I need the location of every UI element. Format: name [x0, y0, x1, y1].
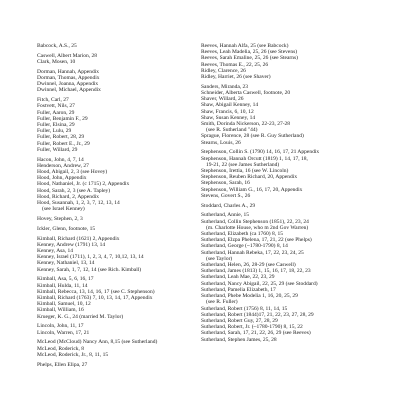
- index-entry: Fuller, Elsina, 29: [37, 122, 75, 129]
- index-entry: (see R. Sutherland "44): [206, 127, 258, 134]
- index-entry: Kimball, Asa, 5, 6, 16, 17: [37, 276, 94, 283]
- index-entry: Fuller, Aaron, 29: [37, 109, 75, 116]
- index-entry: Dorman, Hannah, Appendix: [37, 68, 100, 75]
- index-entry: Sutherland, Sarah, 17, 21, 22, 26, 29 (see Reeves): [201, 330, 311, 337]
- index-entry: Sutherland, Collin Stephenson (1851), 22, 23, 24: [201, 218, 309, 225]
- index-entry: Shaw, Susan Kenney, 14: [201, 114, 256, 121]
- index-entry: Kenney, Nathaniel, 13, 14: [37, 260, 95, 267]
- index-entry: Hood, Abigail, 2, 3 (see Hovey): [37, 169, 108, 176]
- index-entry: Kenney, Sarah, 1, 7, 12, 14 (see Rich. Kimball): [37, 266, 142, 273]
- index-entry: Hood, Susannah, 1, 2, 3, 7, 12, 13, 14: [37, 200, 120, 207]
- index-entry: Hacon, John, 4, 7, 14: [37, 156, 84, 163]
- index-entry: Sutherland, Nancy Abigail, 22, 25, 29 (see Stoddard): [201, 280, 318, 287]
- index-entry: Hood, Nathaniel, Jr. (c 1715) 2, Appendix: [37, 181, 130, 188]
- index-entry: Reeves, Thomas E., 22, 25, 26: [201, 61, 269, 68]
- index-entry: Phelps, Ellen Elipa, 27: [37, 361, 88, 368]
- index-entry: Babcock, A.S., 25: [37, 43, 77, 49]
- index-entry: Stevens, Govert S., 26: [201, 192, 251, 199]
- index-entry: Ickler, Glenn, footnote, 15: [37, 225, 96, 232]
- index-entry: Kimball, Richard (1763) 7, 10, 13, 14, 17, Appendix: [37, 295, 153, 302]
- index-entry: Smith, Dorinda Nickerson, 22-23, 27-28: [201, 121, 291, 128]
- index-entry: Stephenson, Sarah, 16: [201, 180, 250, 187]
- index-entry: Sutherland, Stephen James, 25, 28: [201, 336, 277, 343]
- index-entry: Fuller, Robert, 28, 29: [37, 134, 85, 141]
- index-entry: Henderson, Andrew, 27: [37, 162, 89, 169]
- index-entry: Schneider, Alberta Caswell, footnote, 20: [201, 90, 291, 97]
- index-entry: Krueger, K. G., 24 (married M. Taylor): [37, 313, 124, 320]
- index-entry: Stephenson, Collin S. (1790) 14, 16, 17, 21 Appendix: [201, 149, 320, 156]
- index-entry: Ridley, Clarence, 26: [201, 67, 246, 74]
- index-entry: McLeod, Roderick, Jr., 8, 11, 15: [37, 351, 109, 358]
- index-entry: Fuller, Willard, 29: [37, 146, 78, 153]
- index-entry: Lincoln, John, 11, 17: [37, 323, 84, 330]
- index-entry: Ridley, Harriet, 26 (see Shaver): [201, 74, 271, 81]
- index-entry: Reeves, Hannah Alfa, 25 (see Babcock): [201, 43, 289, 49]
- index-entry: Sutherland, Robert (1756) 8, 11, 14, 15: [201, 305, 288, 312]
- index-entry: Fuller, Lulu, 29: [37, 128, 72, 135]
- index-entry: Shaver, Willard, 26: [201, 96, 244, 103]
- index-entry: Reeves, Leah Madelia, 25, 26 (see Stevens): [201, 49, 298, 56]
- index-entry: Stearns, Louis, 26: [201, 139, 241, 146]
- index-entry: Kimball, Samuel, 10, 12: [37, 301, 91, 308]
- index-entry: Sutherland, Robert, Jr. (~1780-1790) 8, 15, 22: [201, 324, 303, 331]
- index-entry: Fitch, Carl, 27: [37, 97, 69, 104]
- index-entry: (see Taylor): [206, 255, 233, 262]
- index-entry: Kimball, Hulda, 11, 14: [37, 282, 88, 289]
- index-entry: Fuller, Benjamin F., 29: [37, 115, 88, 122]
- index-entry: Kenney, Asa, 14: [37, 248, 73, 255]
- index-entry: Hood, Richard, 2, Appendix: [37, 193, 100, 200]
- index-entry: Sutherland, Hannah Rebeka, 17, 22, 23, 24, 25: [201, 249, 304, 256]
- index-entry: Sutherland, Robert Guy, 27, 28, 29: [201, 317, 278, 324]
- index-entry: Hood, John, Appendix: [37, 175, 87, 182]
- index-entry: Sutherland, Pamelia Elizabeth, 17: [201, 286, 276, 293]
- index-entry: Sutherland, George (~1780-1790) 8, 14: [201, 243, 288, 250]
- index-entry: McLeod (McCloud) Nancy Ann, 8,15 (see Sutherland): [37, 339, 158, 346]
- index-entry: Caswell, Albert Marion, 28: [37, 52, 98, 59]
- index-entry: Sutherland, Robert (1844)17, 21, 22, 23, 27, 28, 29: [201, 311, 314, 318]
- index-entry: Clark, Mosen, 10: [37, 59, 76, 65]
- index-entry: Hovey, Stephen, 2, 3: [37, 216, 83, 223]
- index-entry: (m. Charlotte House, who m 2nd Gov Warren): [206, 224, 309, 231]
- index-entry: Stephenson, Reuben Richard, 20, Appendix: [201, 174, 298, 181]
- index-entry: Shaw, Francis, 6, 10, 12: [201, 108, 254, 115]
- index-entry: Sutherland, Annie, 15: [201, 212, 249, 219]
- index-entry: Sanders, Miranda, 23: [201, 83, 249, 90]
- index-entry: 19-21, 22 (see James Sutherland): [206, 161, 280, 168]
- index-entry: Sutherland, Elzpa Phelena, 17, 21, 22 (see Phelps): [201, 237, 312, 244]
- index-entry: Dorman, Thomas, Appendix: [37, 75, 100, 81]
- index-entry: Lincoln, Warren, 17, 21: [37, 329, 90, 336]
- index-entry: Sutherland, James (1813) 1, 15, 16, 17, 18, 22, 23: [201, 268, 311, 275]
- index-entry: Kimball, Rebecca, 13, 14, 16, 17 (see C. Stephenson): [37, 288, 155, 295]
- index-entry: Kenney, Andrew (1791) 13, 14: [37, 241, 106, 248]
- index-entry: Stephenson, Irettia, 16 (see W. Lincoln): [201, 168, 289, 175]
- index-entry: Dwinnel, Michael, Appendix: [37, 87, 101, 94]
- index-entry: McLeod, Roderick, 8: [37, 345, 85, 352]
- index-entry: Fostvett, Nils, 27: [37, 103, 75, 110]
- index-entry: Dwinnel, Joanna, Appendix: [37, 81, 99, 88]
- index-entry: Kimball, Richard (1621) 2, Appendix: [37, 235, 120, 242]
- index-entry: Stoddard, Charles A., 29: [201, 202, 256, 209]
- index-entry: Stephenson, William G., 16, 17, 20, Appendix: [201, 186, 303, 193]
- index-entry: Shaw, Abigail Kenney, 14: [201, 102, 259, 109]
- index-column-right: [201, 43, 391, 343]
- index-entry: (see R. Fuller): [206, 299, 238, 306]
- index-entry: Sutherland, Leah Mae, 22, 23, 29: [201, 274, 275, 281]
- index-entry: Fuller, Robert E., Jr., 29: [37, 140, 90, 147]
- index-entry: Sutherland, Helen, 26, 28-29 (see Caswell): [201, 262, 296, 269]
- index-entry: Sprague, Florence, 28 (see R. Guy Sutherland): [201, 133, 304, 140]
- index-column-left: [37, 43, 207, 368]
- index-entry: Reeves, Sarah Emaline, 25, 26 (see Stearns): [201, 55, 298, 62]
- index-entry: (see Israel Kenney): [42, 206, 85, 213]
- index-entry: Hood, Sarah, 2, 3 (see A. Tapley): [37, 187, 111, 194]
- index-entry: Kenney, Israel (1711), 1, 2, 3, 4, 7, 10,12, 13, 14: [37, 254, 144, 261]
- index-entry: Sutherland, Elizabeth (ca 1760) 8, 15: [201, 231, 284, 238]
- index-entry: Sutherland, Phebe Modelia 1, 16, 20, 25, 29: [201, 293, 298, 300]
- index-entry: Stephenson, Hannah Orcutt (1819) 1, 14, 17, 18,: [201, 155, 308, 162]
- index-entry: Kimball, William, 16: [37, 307, 84, 314]
